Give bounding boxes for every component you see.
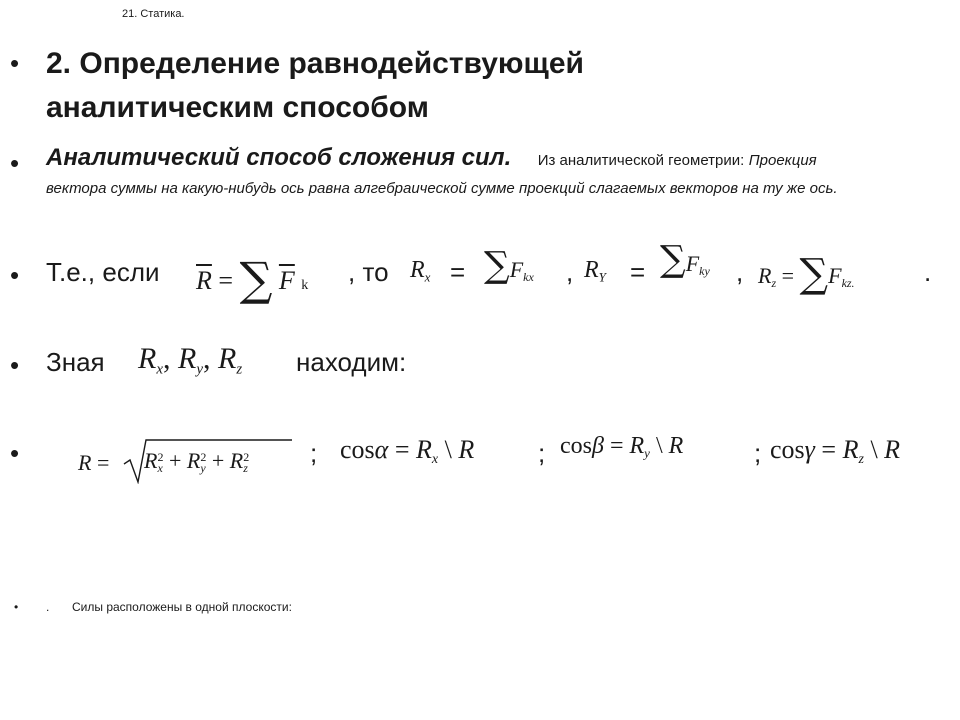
analytic-tail-italic: Проекция bbox=[748, 152, 817, 169]
formula-sum-Fky: $\sum F_{ky}$ bbox=[660, 239, 710, 280]
radicand: R 2 x + R 2 y + R 2 z bbox=[144, 448, 250, 475]
magnitude-lhs: R = bbox=[78, 450, 110, 475]
formula-components: $R_x$, $R_y$, $R_z$ bbox=[138, 342, 243, 378]
formula-sum-Fkx: $\sum F_{kx}$ bbox=[484, 245, 534, 286]
cos-alpha: $\cos\alpha = R_x$ \ R bbox=[340, 435, 475, 467]
formula-RY: $R_Y$ bbox=[584, 257, 606, 285]
analytic-line-2: вектора суммы на какую-нибудь ось равна алгебраической сумме проекций слагаемых векторов на ту же ось. bbox=[46, 180, 838, 197]
bullet-4: • bbox=[10, 350, 20, 380]
slide-label: 21. Статика. bbox=[122, 8, 185, 20]
text-find: находим: bbox=[296, 347, 407, 377]
eq-2: = bbox=[630, 257, 646, 287]
text-knowing: Зная bbox=[46, 347, 105, 377]
bullet-1: • bbox=[10, 48, 20, 78]
heading-line-2: аналитическим способом bbox=[46, 91, 429, 124]
cos-beta: $\cos\beta = R_y$ \ R bbox=[560, 433, 684, 461]
comma-1: , bbox=[566, 257, 574, 287]
bullet-3: • bbox=[10, 260, 20, 290]
text-to: , то bbox=[348, 257, 389, 287]
cos-gamma: $\cos\gamma = R_z$ \ R bbox=[770, 435, 901, 467]
formula-Rz-sum: $R_z = \sum F_{kz.}$ bbox=[758, 251, 855, 297]
comma-2: , bbox=[736, 257, 744, 287]
bullet-5: • bbox=[10, 438, 20, 468]
bullet-2: • bbox=[10, 148, 20, 178]
analytic-paragraph bbox=[46, 144, 817, 172]
heading bbox=[46, 42, 584, 130]
sep-3: ; bbox=[754, 438, 762, 468]
analytic-tail-normal: Из аналитической геометрии: bbox=[537, 152, 745, 169]
heading-line-1: 2. Определение равнодействующей bbox=[46, 47, 584, 80]
eq-1: = bbox=[450, 257, 466, 287]
sep-2: ; bbox=[538, 438, 546, 468]
sep-1: ; bbox=[310, 438, 318, 468]
plane-forces-text: Силы расположены в одной плоскости: bbox=[72, 600, 292, 614]
dot-end: . bbox=[924, 257, 932, 287]
bullet-6: • bbox=[14, 600, 19, 614]
text-ie: Т.е., если bbox=[46, 257, 160, 287]
formula-sum-R: $\overline{R}$ = ∑ $\overline{F}$ k bbox=[196, 252, 309, 306]
formula-Rx: $R_x$ bbox=[410, 257, 431, 285]
analytic-lead: Аналитический способ сложения сил. bbox=[46, 144, 512, 171]
plane-dot: . bbox=[46, 600, 50, 614]
